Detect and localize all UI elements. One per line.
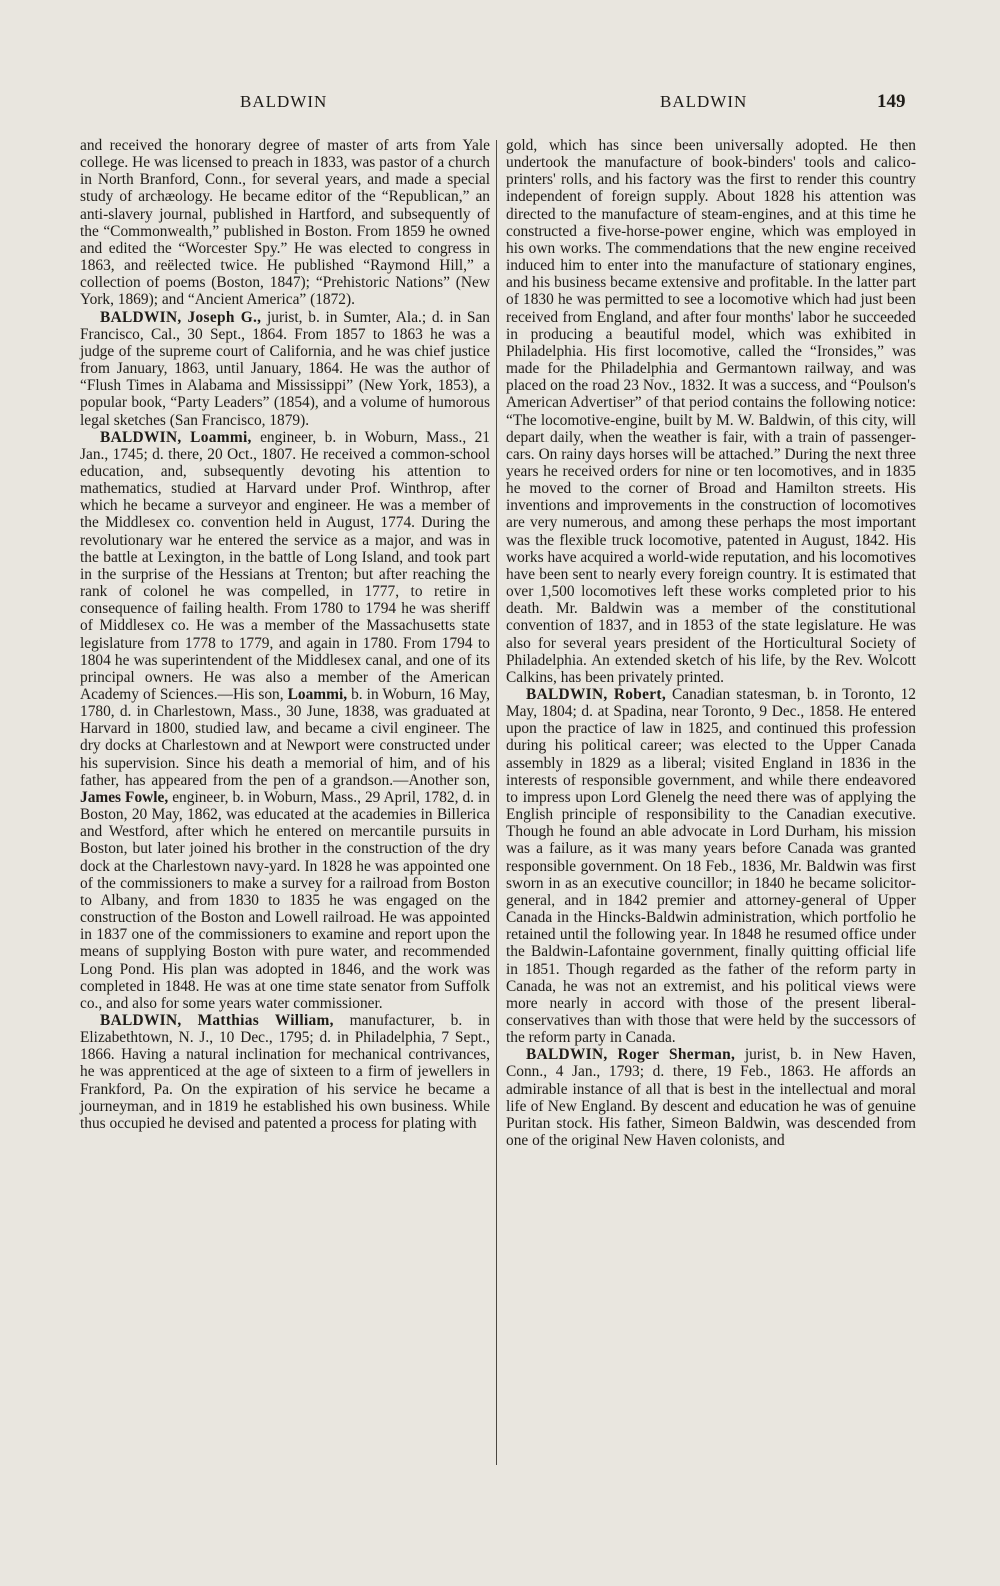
entry-joseph-baldwin <box>80 309 490 429</box>
entry-text: manufacturer, b. in Elizabethtown, N. J., 10 Dec., 1795; d. in Philadelphia, 7 Sept., 1866. Having a natural inclination for mechanical contrivances, he was apprenticed at the age of sixteen to a firm of jewellers in Frankford, Pa. On the expiration of his service he became a journeyman, and in 1819 he established his own business. While thus occupied he devised and patented a process for plating with <box>80 1011 490 1132</box>
right-running-head: BALDWIN <box>660 92 748 111</box>
entry-headword: BALDWIN, Joseph G., <box>100 308 262 326</box>
left-running-head: BALDWIN <box>240 92 328 111</box>
entry-loammi-baldwin <box>80 429 490 1012</box>
entry-headword: BALDWIN, Roger Sherman, <box>526 1046 736 1064</box>
entry-text: Canadian statesman, b. in Toronto, 12 May, 1804; d. at Spadina, near Toronto, 9 Dec., 1858. He entered upon the practice of law in 1825, and continued this profession during his political career; was elected to the Upper Canada assembly in 1829 as a liberal; visited England in 1836 in the interests of responsible government, and while there endeavored to impress upon Lord Glenelg the need there was of applying the English principle of responsibility to the Canadian executive. Though he found an able advocate in Lord Durham, his mission was a failure, as it was many years before Canada was granted responsible government. On 18 Feb., 1836, Mr. Baldwin was first sworn in as an executive councillor; in 1840 he became solicitor-general, and in 1842 premier and attorney-general of Upper Canada in the Hincks-Baldwin administration, which portfolio he retained until the following year. In 1848 he resumed office under the Baldwin-Lafontaine government, finally quitting official life in 1851. Though regarded as the father of the reform party in Canada, he was not an extremist, and his political views were more nearly in accord with those of the present liberal-conservatives than with those that were held by the successors of the reform party in Canada. <box>506 686 916 1047</box>
entry-headword: BALDWIN, Robert, <box>526 686 666 703</box>
running-header <box>0 92 1000 118</box>
entry-text: and received the honorary degree of master of arts from Yale college. He was licensed to preach in 1833, was pastor of a church in North Branford, Conn., for several years, and made a special study of archæology. He became editor of the “Republican,” an anti-slavery journal, published in Hartford, and subsequently of the “Commonwealth,” published in Boston. From 1859 he owned and edited the “Worcester Spy.” He was elected to congress in 1863, and reëlected twice. He published “Raymond Hill,” a collection of poems (Boston, 1847); “Prehistoric Nations” (New York, 1869); and “Ancient America” (1872). <box>80 137 490 309</box>
entry-matthias-baldwin <box>80 1012 490 1132</box>
column-rule <box>496 140 497 1465</box>
entry-robert-baldwin <box>506 686 916 1046</box>
right-column <box>506 137 916 1149</box>
subentry-headword: Loammi, <box>287 686 348 703</box>
subentry-headword: James Fowle, <box>80 788 169 806</box>
continued-entry <box>80 137 490 309</box>
left-column <box>80 137 490 1132</box>
continued-entry <box>506 137 916 686</box>
entry-text: b. in Woburn, 16 May, 1780, d. in Charlestown, Mass., 30 June, 1838, was graduated at Harvard in 1800, studied law, and became a civil engineer. The dry docks at Charlestown and at Newport were constructed under his supervision. Since his death a memorial of him, and of his father, has appeared from the pen of a grandson.—Another son, <box>80 686 490 789</box>
entry-roger-sherman-baldwin <box>506 1046 916 1149</box>
entry-text: gold, which has since been universally adopted. He then undertook the manufacture of book-binders' tools and calico-printers' rolls, and his factory was the first to render this country independent of foreign supply. About 1828 his attention was directed to the manufacture of steam-engines, and at this time he constructed a five-horse-power engine, which was employed in his own works. The commendations that the new engine received induced him to enter into the manufacture of stationary engines, and his business became extensive and profitable. In the latter part of 1830 he was permitted to see a locomotive which had just been received from England, and after four months' labor he succeeded in producing a beautiful model, which was exhibited in Philadelphia. His first locomotive, called the “Ironsides,” was made for the Philadelphia and Germantown railway, and was placed on the road 23 Nov., 1832. It was a success, and “Poulson's American Advertiser” of that period contains the following notice: “The locomotive-engine, built by M. W. Baldwin, of this city, will depart daily, when the weather is fair, with a train of passenger-cars. On rainy days horses will be attached.” During the next three years he received orders for nine or ten locomotives, and in 1835 he moved to the corner of Broad and Hamilton streets. His inventions and improvements in the construction of locomotives are very numerous, and among these perhaps the most important was the flexible truck locomotive, patented in August, 1842. His works have acquired a world-wide reputation, and his locomotives have been sent to nearly every foreign country. It is estimated that over 1,500 locomotives left these works completed prior to his death. Mr. Baldwin was a member of the constitutional convention of 1837, and in 1853 of the state legislature. He was also for several years president of the Horticultural Society of Philadelphia. An extended sketch of his life, by the Rev. Wolcott Calkins, has been privately printed. <box>506 137 916 686</box>
page-number: 149 <box>877 91 906 112</box>
entry-headword: BALDWIN, Matthias William, <box>100 1011 334 1029</box>
entry-text: engineer, b. in Woburn, Mass., 21 Jan., 1745; d. there, 20 Oct., 1807. He received a common-school education, and, subsequently devoting his attention to mathematics, studied at Harvard under Prof. Winthrop, after which he became a surveyor and engineer. He was a member of the Middlesex co. convention held in August, 1774. During the revolutionary war he entered the service as a major, and was in the battle at Lexington, in the battle of Long Island, and took part in the surprise of the Hessians at Trenton; but after reaching the rank of colonel he was compelled, in 1777, to retire in consequence of failing health. From 1780 to 1794 he was sheriff of Middlesex co. He was a member of the Massachusetts state legislature from 1778 to 1779, and again in 1780. From 1794 to 1804 he was superintendent of the Middlesex canal, and one of its principal owners. He was also a member of the American Academy of Sciences.—His son, <box>80 428 490 703</box>
entry-text: engineer, b. in Woburn, Mass., 29 April, 1782, d. in Boston, 20 May, 1862, was educated at the academies in Billerica and Westford, after which he entered on mercantile pursuits in Boston, but later joined his brother in the construction of the dry dock at the Charlestown navy-yard. In 1828 he was appointed one of the commissioners to make a survey for a railroad from Boston to Albany, and from 1830 to 1835 he was engaged on the construction of the Boston and Lowell railroad. He was appointed in 1837 one of the commissioners to examine and report upon the means of supplying Boston with pure water, and recommended Long Pond. His plan was adopted in 1846, and the work was completed in 1848. He was at one time state senator from Suffolk co., and also for some years water commissioner. <box>80 788 491 1012</box>
entry-text: jurist, b. in New Haven, Conn., 4 Jan., 1793; d. there, 19 Feb., 1863. He affords an admirable instance of all that is best in the intellectual and moral life of New England. By descent and education he was of genuine Puritan stock. His father, Simeon Baldwin, was descended from one of the original New Haven colonists, and <box>506 1046 916 1150</box>
entry-headword: BALDWIN, Loammi, <box>100 428 252 446</box>
entry-text: jurist, b. in Sumter, Ala.; d. in San Francisco, Cal., 30 Sept., 1864. From 1857 to 1863 he was a judge of the supreme court of California, and he was chief justice from January, 1863, until January, 1864. He was the author of “Flush Times in Alabama and Mississippi” (New York, 1853), a popular book, “Party Leaders” (1854), and a volume of humorous legal sketches (San Francisco, 1879). <box>80 308 490 429</box>
